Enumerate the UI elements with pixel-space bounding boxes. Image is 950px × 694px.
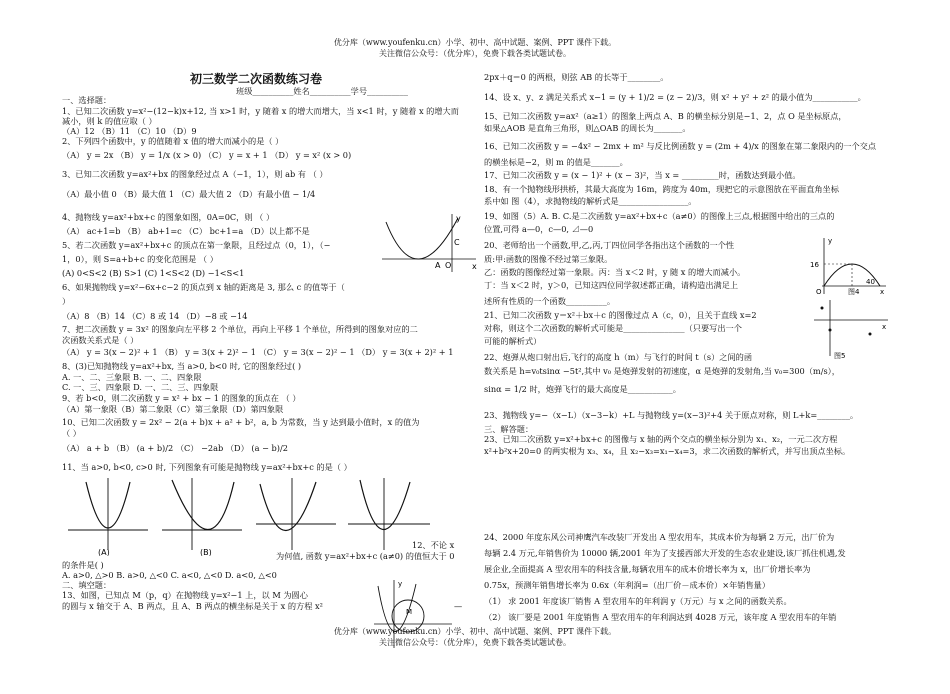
question-line: 5、若二次函数 y=ax²+bx+c 的顶点在第一象限，且经过点（0，1），（− xyxy=(62,240,331,250)
figure-5-caption: 图5 xyxy=(834,352,846,360)
parabola-curve xyxy=(386,218,458,259)
question-line: 数关系是 h=v₀tsinα −5t²,其中 v₀ 是炮弹发射的初速度，α 是炮弹的发射角,当 v₀=300（m/s）， xyxy=(484,366,840,376)
footer-promo-line-1: 优分库（www.youfenku.cn）小学、初中、高中试题、案例、PPT 课件下载。 xyxy=(333,627,617,636)
x-label: x xyxy=(880,288,885,296)
question-line: 2px＋q＝0 的两根，则弦 AB 的长等于________。 xyxy=(484,72,669,82)
dash-mark: — xyxy=(454,601,463,611)
origin-label: O xyxy=(816,288,822,296)
question-line: 述所有性质的一个函数__________。 xyxy=(484,296,616,306)
question-line: 17、已知二次函数 y = (x − 1)² + (x − 3)²，当 x = _________时，函数达到最小值。 xyxy=(484,170,801,180)
question-line: 2、下列四个函数中，y 的值随着 x 值的增大而减小的是（ ） xyxy=(62,136,284,146)
question-line: 20、老师给出一个函数,甲,乙,丙,丁四位同学各指出这个函数的一个性 xyxy=(484,240,735,250)
question-line: （1） 求 2001 年度该厂销售 A 型农用车的年利润 y（万元）与 x 之间的函数关系。 xyxy=(484,596,792,606)
figure-4-caption: 图4 xyxy=(848,288,860,296)
question-line: 12、不论 x xyxy=(412,540,455,550)
graph-b-caption: (B) xyxy=(200,548,212,556)
x-label: x xyxy=(472,262,477,271)
y-label: y xyxy=(456,214,461,223)
question-line: 21、已知二次函数 y＝x²＋bx＋c 的图像过点 A（c，0），且关于直线 x=2 xyxy=(484,310,757,320)
question-line: 减小，则 k 的值应取（ ） xyxy=(62,116,157,126)
question-line: 11、当 a>0, b<0, c>0 时, 下列图象有可能是抛物线 y=ax²+bx+c 的是（ ） xyxy=(62,462,352,472)
header-promo-line-1: 优分库（www.youfenku.cn）小学、初中、高中试题、案例、PPT 课件下载。 xyxy=(333,38,617,47)
option-line: （A） ac+1=b （B） ab+1=c （C） bc+1=a （D）以上都不是 xyxy=(62,226,310,236)
option-line: （A）最小值 0 （B）最大值 1 （C）最大值 2 （D）有最小值 − 1/4 xyxy=(62,189,316,199)
point-a-label: A xyxy=(435,261,441,270)
question-line: 15、已知二次函数 y=ax²（a≥1）的图象上两点 A、B 的横坐标分别是−1、2，点 O 是坐标原点， xyxy=(484,111,847,121)
student-info-line: 班级__________姓名__________学号__________ xyxy=(236,86,408,96)
point-c-label: C xyxy=(454,238,460,247)
question-line: 对称，则这个二次函数的解析式可能是_______________（只要写出一个 xyxy=(484,323,742,333)
question-line: 1，0），则 S=a+b+c 的变化范围是 （ ） xyxy=(62,254,218,264)
question-line: 乙：函数的图像经过第一象限。丙：当 x＜2 时，y 随 x 的增大而减小。 xyxy=(484,267,746,277)
worksheet-title: 初三数学二次函数练习卷 xyxy=(190,72,323,86)
question-line: 6、如果抛物线 y=x²−6x+c−2 的顶点到 x 轴的距离是 3, 那么 c 的值等于（ xyxy=(62,282,345,292)
footer-promo-line-2: 关注微信公众号：（优分库），免费下载各类试题试卷。 xyxy=(379,638,571,647)
option-line: （A） y = 2x （B） y = 1/x (x > 0) （C） y = x + 1 （D） y = x² (x > 0) xyxy=(62,150,352,160)
y-label: y xyxy=(828,237,833,245)
question-line: 位置,可得 a—0，c—0, ⊿—0 xyxy=(484,224,594,234)
question-line: 每辆 2.4 万元,年销售价为 10000 辆,2001 年为了支援西部大开发的生态农业建设,该厂抓住机遇,发 xyxy=(484,548,846,558)
option-line: （A） a + b （B） (a + b)/2 （C） −2ab （D） (a − b)/2 xyxy=(62,443,288,453)
question-line: 24、2000 年度东风公司神鹰汽车改装厂开发出 A 型农用车，其成本价为每辆 2 万元，出厂价为 xyxy=(484,532,835,542)
question-line: 4、抛物线 y=ax²+bx+c 的图象如图，0A=0C，则 （ ） xyxy=(62,212,275,222)
question-line: 为何值, 函数 y=ax²+bx+c (a≠0) 的值恒大于 0 xyxy=(276,551,455,561)
question-line: （ ） xyxy=(62,428,81,438)
option-line: (A) 0<S<2 (B) S>1 (C) 1<S<2 (D) −1<S<1 xyxy=(62,268,245,278)
question-line: 的圆与 x 轴交于 A、B 两点，且 A、B 两点的横坐标是关于 x 的方程 x² xyxy=(62,601,323,611)
question-line: x²+b²x+20=0 的两实根为 x₃、x₄，且 x₂−x₃=x₁−x₄=3，求二次函数的解析式，并写出顶点坐标。 xyxy=(484,446,851,456)
point-a xyxy=(821,307,824,310)
x-label: x xyxy=(882,323,887,331)
q4-parabola-figure xyxy=(380,212,480,274)
question-line: ） xyxy=(62,296,71,306)
option-line: （A） y = 3(x − 2)² + 1 （B） y = 3(x + 2)² − 1 （C） y = 3(x − 2)² − 1 （D） y = 3(x + 2)² + 1 xyxy=(62,347,454,357)
section-heading: 二、填空题： xyxy=(62,580,112,590)
figure-5-points xyxy=(808,298,890,362)
graph-d-curve xyxy=(360,480,410,530)
question-line: 23、已知二次函数 y=x²+bx+c 的图像与 x 轴的两个交点的横坐标分别为 x₁、x₂，一元二次方程 xyxy=(484,434,838,444)
question-line: 10、已知二次函数 y = 2x² − 2(a + b)x + a² + b²，a, b 为常数，当 y 达到最小值时，x 的值为 xyxy=(62,417,420,427)
question-line: 展企业,全面提高 A 型农用车的科技含量,每辆农用车的成本价增长率为 x，出厂价增长率为 xyxy=(484,564,811,574)
question-line: 18、有一个抛物线形拱桥，其最大高度为 16m，跨度为 40m，现把它的示意图放在平面直角坐标 xyxy=(484,184,839,194)
question-line: 3、已知二次函数 y=ax²+bx 的图象经过点 A（−1，1），则 ab 有 （ ） xyxy=(62,169,328,179)
option-line: （A）12 （B）11 （C）10 （D）9 xyxy=(62,126,197,136)
option-line: C. 一、三、四象限 D. 一、二、三、四象限 xyxy=(62,382,219,392)
question-line: 16、已知二次函数 y = −4x² − 2mx + m² 与反比例函数 y = (2m + 4)/x 的图象在第二象限内的一个交点 xyxy=(484,141,877,151)
question-line: 0.75x，预测年销售增长率为 0.6x（年利润=（出厂价－成本价）×年销售量） xyxy=(484,580,771,590)
graph-b-curve xyxy=(172,480,234,530)
question-line: 如果△AOB 是直角三角形，则△OAB 的周长为_______。 xyxy=(484,123,691,133)
option-line: （A）第一象限（B）第二象限（C）第三象限（D）第四象限 xyxy=(62,404,284,414)
question-line: 7、把二次函数 y = 3x² 的图象向左平移 2 个单位，再向上平移 1 个单位，所得到的图象对应的二 xyxy=(62,324,418,334)
question-line: sinα = 1/2 时，炮弹飞行的最大高度是___________。 xyxy=(484,384,681,394)
origin-label: O xyxy=(445,261,452,270)
point-b xyxy=(829,329,832,332)
question-line: 系中如 图（4），求抛物线的解析式是_________________。 xyxy=(484,196,697,206)
question-line: 9、若 b<0，则二次函数 y = x² + bx − 1 的图象的顶点在 （ ） xyxy=(62,393,301,403)
point-m-label: M xyxy=(406,608,413,616)
question-line: 可能的解析式） xyxy=(484,336,542,346)
question-line: 23、抛物线 y=−（x−L）（x−3−k）+L 与抛物线 y=(x−3)²+4 关于原点对称，则 L+k=________。 xyxy=(484,410,859,420)
span-label: 40 xyxy=(866,278,875,286)
question-line: 的横坐标是−2，则 m 的值是_______。 xyxy=(484,157,628,167)
graph-a-caption: (A) xyxy=(98,548,110,556)
question-line: 13、如图，已知点 M（p，q）在抛物线 y=x²−1 上，以 M 为圆心 xyxy=(62,590,308,600)
figure-4-bridge xyxy=(808,234,890,296)
question-line: 质:甲:函数的图像不经过第三象限。 xyxy=(484,254,613,264)
option-line: A. a>0, △>0 B. a>0, △<0 C. a<0, △<0 D. a<0, △<0 xyxy=(62,570,277,580)
question-line: （2） 该厂要是 2001 年度销售 A 型农用车的年利润达到 4028 万元，该年度 A 型农用车的年销 xyxy=(484,612,837,622)
height-label: 16 xyxy=(810,261,819,269)
question-line: 1、已知二次函数 y=x²−(12−k)x+12, 当 x>1 时，y 随着 x 的增大而增大，当 x<1 时，y 随着 x 的增大而 xyxy=(62,106,459,116)
point-c xyxy=(869,333,872,336)
question-line: 19、如图（5）A. B. C.是二次函数 y=ax²+bx+c（a≠0）的图像上三点,根据图中给出的三点的 xyxy=(484,211,835,221)
y-label: y xyxy=(398,580,403,588)
question-line: 8、(3)已知抛物线 y=ax²+bx, 当 a>0, b<0 时, 它的图象经过( ) xyxy=(62,361,302,371)
question-line: 22、炮弹从炮口射出后,飞行的高度 h（m）与飞行的时间 t（s）之间的函 xyxy=(484,352,753,362)
section-heading: 一、选择题： xyxy=(62,95,112,105)
question-line: 的条件是( ) xyxy=(62,560,104,570)
question-line: 丁：当 x＜2 时，y＞0，已知这四位同学叙述都正确，请构造出满足上 xyxy=(484,280,739,290)
option-line: （A）8 （B）14 （C）8 或 14 （D）−8 或 −14 xyxy=(62,311,248,321)
question-line: 次函数关系式是（ ） xyxy=(62,335,139,345)
graph-c-curve xyxy=(260,482,316,531)
question-line: 14、设 x、y、z 满足关系式 x−1 = (y + 1)/2 = (z − 2)/3，则 x² + y² + z² 的最小值为___________。 xyxy=(484,92,866,102)
section-heading: 三、解答题： xyxy=(484,424,534,434)
header-promo-line-2: 关注微信公众号：（优分库），免费下载各类试题试卷。 xyxy=(379,49,571,58)
q11-graphs-figure xyxy=(62,474,442,556)
option-line: A. 一、二、三象限 B. 一、二、四象限 xyxy=(62,372,202,382)
